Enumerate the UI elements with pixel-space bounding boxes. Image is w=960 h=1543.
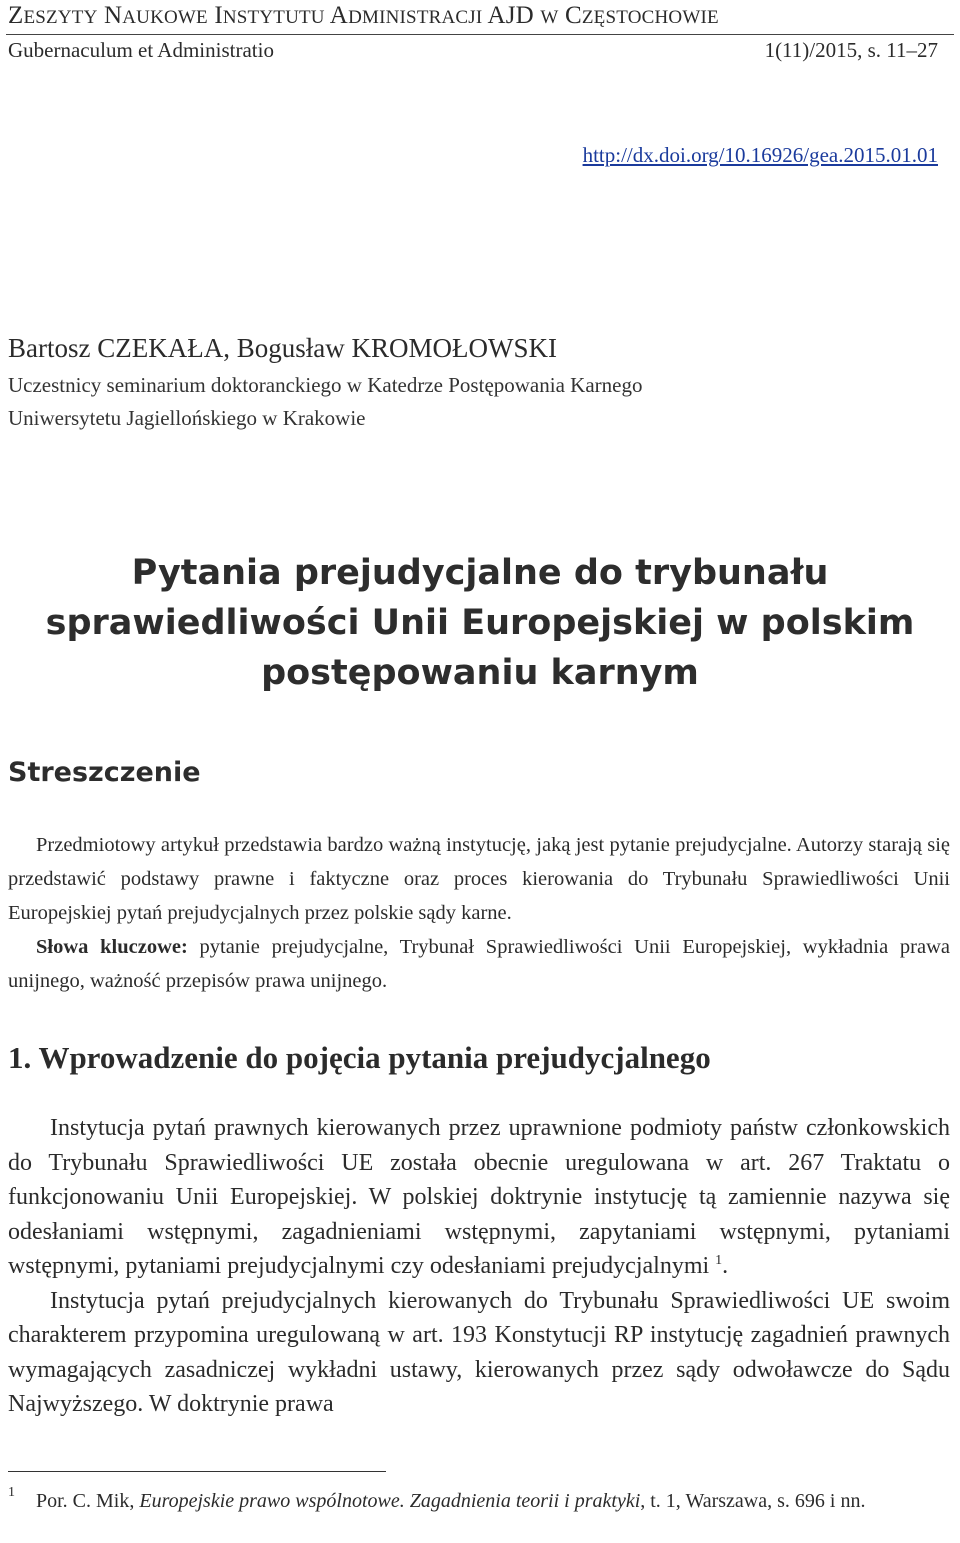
footnote-rule (8, 1471, 386, 1472)
affiliation-line-2: Uniwersytetu Jagiellońskiego w Krakowie (8, 406, 366, 430)
title-line-3: postępowaniu karnym (261, 653, 699, 693)
section-heading: 1. Wprowadzenie do pojęcia pytania prejudycjalnego (8, 1040, 711, 1075)
title-line-2: sprawiedliwości Unii Europejskiej w polskim (45, 603, 915, 643)
abstract-block (8, 828, 950, 998)
footnote-text: Por. C. Mik, Europejskie prawo wspólnotowe. Zagadnienia teorii i praktyki, t. 1, Warszawa, s. 696 i nn. (36, 1490, 866, 1512)
doi-link[interactable]: http://dx.doi.org/10.16926/gea.2015.01.01 (582, 143, 938, 167)
header-rule (6, 34, 954, 35)
keywords-list: pytanie prejudycjalne, Trybunał Sprawiedliwości Unii Europejskiej, wykładnia prawa unijnego, ważność przepisów prawa unijnego. (8, 936, 951, 992)
journal-title: ZESZYTY NAUKOWE INSTYTUTU ADMINISTRACJI AJD W CZĘSTOCHOWIE (8, 2, 719, 29)
authors: Bartosz CZEKAŁA, Bogusław KROMOŁOWSKI (8, 333, 557, 363)
abstract-heading: Streszczenie (8, 757, 201, 788)
header-meta (8, 38, 938, 63)
section-body (8, 1111, 950, 1422)
footnote-number: 1 (8, 1485, 15, 1500)
affiliation-line-1: Uczestnicy seminarium doktoranckiego w Katedrze Postępowania Karnego (8, 373, 643, 397)
footnote (8, 1487, 950, 1515)
abstract-text: Przedmiotowy artykuł przedstawia bardzo ważną instytucję, jaką jest pytanie prejudycjalne. Autorzy starają się przedstawić podstawy prawne i faktyczne oraz proces kierowania do Trybunału Sprawiedliwości Unii Europejskiej pytań prejudycjalnych przez polskie sądy karne. (8, 834, 950, 924)
paragraph-1: Instytucja pytań prawnych kierowanych przez uprawnione podmioty państw członkowskich do Trybunału Sprawiedliwości UE została obecnie uregulowana w art. 267 Traktatu o funkcjonowaniu Unii Europejskiej. W polskiej doktrynie instytucję tą zamiennie nazywa się odesłaniami wstępnymi, zagadnieniami wstępnymi, zapytaniami wstępnymi, pytaniami wstępnymi, pytaniami prejudycjalnymi czy odesłaniami prejudycjalnymi $^1$. (8, 1115, 950, 1279)
keywords-label: Słowa kluczowe: (36, 936, 188, 958)
paragraph-2: Instytucja pytań prejudycjalnych kierowanych do Trybunału Sprawiedliwości UE swoim charakterem przypomina uregulowaną w art. 193 Konstytucji RP instytucję zagadnień prawnych wymagających zasadniczej wykładni ustawy, kierowanych przez sądy odwoławcze do Sądu Najwyższego. W doktrynie prawa (8, 1287, 950, 1417)
keywords (8, 930, 950, 998)
title-line-1: Pytania prejudycjalne do trybunału (131, 553, 829, 593)
footnote-ref[interactable]: 1 (715, 1253, 723, 1268)
series-name: Gubernaculum et Administratio (8, 38, 274, 62)
issue-pages: 1(11)/2015, s. 11–27 (764, 38, 938, 62)
article-title (0, 548, 960, 698)
